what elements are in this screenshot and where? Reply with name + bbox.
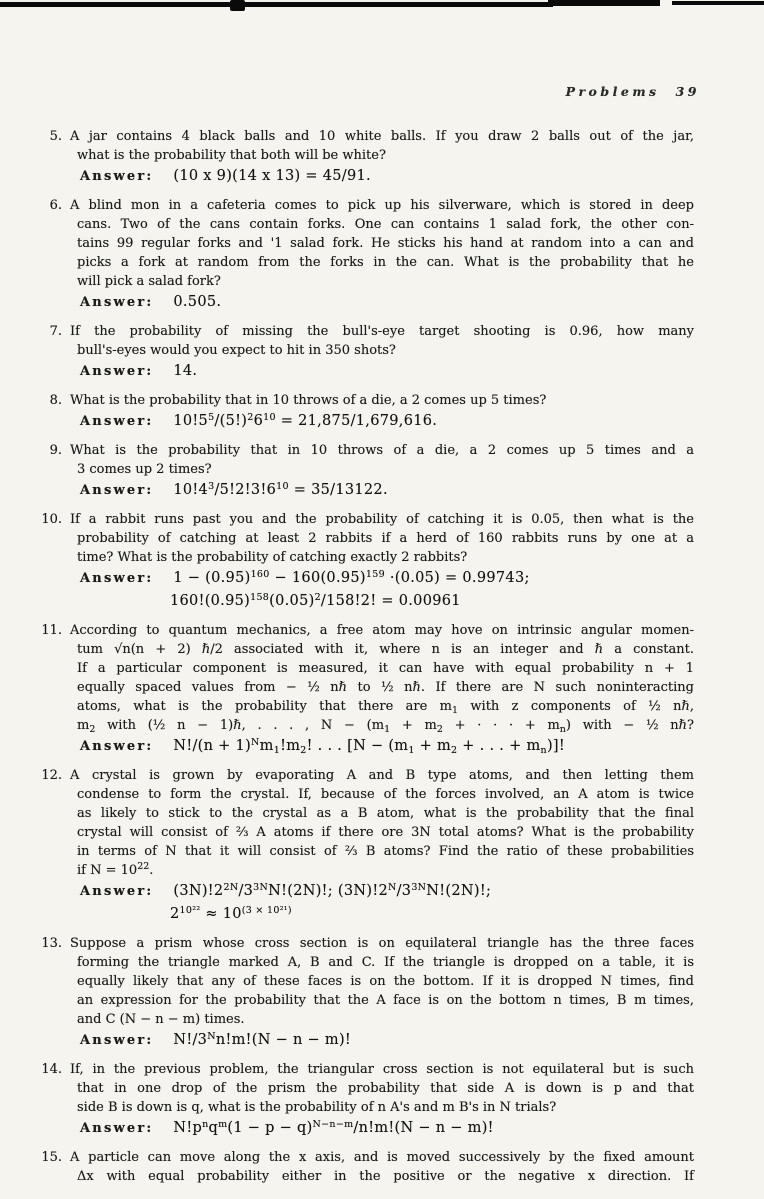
problem-text-line: If the probability of missing the bull's-eye target shooting is 0.96, how many [70,324,694,339]
answer-line [170,903,694,926]
answer-formula: $1 - (0.95)^{160} - 160(0.95)^{159} \cdot(0.05) = 0.99743$; [173,569,530,586]
answer-label: Answer: [80,739,154,754]
problem-text-line: time? What is the probability of catching exactly 2 rabbits? [77,550,468,565]
problem-lines [70,391,694,433]
answer-formula: $N!/(n + 1)^Nm_1!m_2$! . . . [$N - (m_1 + m_2$ + . . . + $m_n$)]! [173,737,565,756]
problem-text-line: tum √n(n + 2) ℏ/2 associated with it, where n is an integer and ℏ a constant. [77,642,694,657]
problem-text-line: equally spaced values from − ½ nℏ to ½ nℏ. If there are N such noninteracting [77,680,694,695]
problem-text-line: Δx with equal probability either in the positive or the negative x direction. If [77,1169,694,1184]
problem-number: 7. [49,324,62,339]
answer-label: Answer: [80,414,154,429]
answer-formula: $2^{10^{22}} \approx 10^{(3 \times 10^{21})}$ [170,905,292,922]
answer-line [70,735,694,758]
problem-text-line: equally likely that any of these faces is on the bottom. If it is dropped N times, find [77,974,694,989]
problem-lines [70,322,694,383]
problem-text-line: crystal will consist of ⅔ A atoms if there ore 3N total atoms? What is the probability [77,825,694,840]
answer-line [70,291,694,314]
problem-lines [70,441,694,502]
answer-label: Answer: [80,483,154,498]
problem-text-line: If a rabbit runs past you and the probability of catching it is 0.05, then what is the [70,512,694,527]
problem-number: 9. [49,443,62,458]
problem-number: 12. [41,768,62,783]
problem-text-line: an expression for the probability that the A face is on the bottom n times, B m times, [77,993,694,1008]
answer-formula: $N!p^nq^m(1 - p - q)^{N-n-m}/n!m!(N - n - m)$! [173,1119,494,1136]
problem-text-line: atoms, what is the probability that there are $m_1$ with z components of ½ nℏ, [77,699,694,716]
problem-text-line: cans. Two of the cans contain forks. One can contains 1 salad fork, the other con- [77,217,694,232]
answer-label: Answer: [80,169,154,184]
answer-line [70,360,694,383]
answer-label: Answer: [80,571,154,586]
answer-formula: 14. [173,363,198,379]
problem-text-line: What is the probability that in 10 throws of a die, a 2 comes up 5 times and a [70,443,694,458]
answer-label: Answer: [80,884,154,899]
problem-text-line: According to quantum mechanics, a free atom may hove on intrinsic angular momen- [70,623,694,638]
problem-text-line: condense to form the crystal. If, because of the forces involved, an A atom is twice [77,787,694,802]
problem-number: 13. [41,936,62,951]
answer-formula: $N!/3^Nn!m!(N - n - m)$! [173,1031,352,1048]
problem-lines [70,196,694,314]
problem-number: 15. [41,1150,62,1165]
problem-item [36,1148,694,1186]
scan-line-segment [0,2,553,7]
problem-number: 14. [41,1062,62,1077]
answer-formula: $160!(0.95)^{158}(0.05)^2/158!2$! = 0.00961 [170,592,461,609]
problem-item [36,322,694,383]
answer-line [70,165,694,188]
problem-text-line: A crystal is grown by evaporating A and B type atoms, and then letting them [70,768,694,783]
problems-list [36,127,694,1186]
scan-line-segment [672,1,764,5]
scan-artifact-top-line [0,0,764,2]
problem-text-line: will pick a salad fork? [77,274,221,289]
answer-formula: (10 x 9)(14 x 13) = 45/91. [173,168,371,184]
problem-text-line: A jar contains 4 black balls and 10 white balls. If you draw 2 balls out of the jar, [70,129,694,144]
problem-item [36,510,694,613]
page-header [566,84,700,99]
problem-lines [70,766,694,926]
problem-number: 10. [41,512,62,527]
problem-lines [70,934,694,1052]
answer-label: Answer: [80,364,154,379]
problem-text-line: bull's-eyes would you expect to hit in 350 shots? [77,343,396,358]
scan-line-segment [548,0,660,6]
problem-item [36,196,694,314]
problem-text-line: as likely to stick to the crystal as a B atom, what is the probability that the final [77,806,694,821]
answer-line [70,479,694,502]
problem-number: 8. [49,393,62,408]
problem-text-line: picks a fork at random from the forks in the can. What is the probability that he [77,255,694,270]
problem-item [36,621,694,758]
problem-lines [70,1060,694,1140]
answer-line [70,410,694,433]
problem-number: 11. [41,623,62,638]
problem-item [36,127,694,188]
problem-text-line: tains 99 regular forks and '1 salad fork. He sticks his hand at random into a can and [77,236,694,251]
answer-formula: 0.505. [173,294,222,310]
answer-line [70,1029,694,1052]
problem-lines [70,127,694,188]
answer-label: Answer: [80,1033,154,1048]
problem-item [36,934,694,1052]
answer-label: Answer: [80,1121,154,1136]
problem-text-line: 3 comes up 2 times? [77,462,212,477]
problem-item [36,391,694,433]
problem-text-line: if $N = 10^{22}$. [77,861,154,878]
problem-text-line: If a particular component is measured, it can have with equal probability n + 1 [77,661,694,676]
answer-line [70,880,694,903]
problem-item [36,766,694,926]
problem-text-line: forming the triangle marked A, B and C. If the triangle is dropped on a table, it is [77,955,694,970]
problem-text-line: If, in the previous problem, the triangular cross section is not equilateral but is such [70,1062,694,1077]
problem-item [36,1060,694,1140]
answer-formula: $10!4^3/5!2!3!6^{10} = 35/13122$. [173,481,388,498]
answer-line [70,1117,694,1140]
problem-number: 6. [49,198,62,213]
problem-text-line: probability of catching at least 2 rabbits if a herd of 160 rabbits runs by one at a [77,531,694,546]
problem-text-line: what is the probability that both will be white? [77,148,386,163]
answer-formula: $(3N)!2^{2N}/3^{3N}N!(2N)$!; $(3N)!2^N/3^{3N}N!(2N)$!; [173,882,492,899]
problem-text-line: What is the probability that in 10 throws of a die, a 2 comes up 5 times? [70,393,547,408]
answer-formula: $10!5^5/(5!)^26^{10} = 21,875/1,679,616$. [173,412,438,429]
problem-text-line: A particle can move along the x axis, and is moved successively by the fixed amount [70,1150,694,1165]
problem-text-line: in terms of N that it will consist of ⅔ B atoms? Find the ratio of these probabilities [77,844,694,859]
problem-lines [70,621,694,758]
page-number: 39 [675,84,700,99]
problem-text-line: and C (N − n − m) times. [77,1012,245,1027]
problem-number: 5. [49,129,62,144]
answer-line [70,567,694,590]
problem-lines [70,1148,694,1186]
problem-lines [70,510,694,613]
answer-line [170,590,694,613]
scan-ink-blob [230,0,245,11]
problem-text-line: that in one drop of the prism the probability that side A is down is p and that [77,1081,694,1096]
problem-text-line: Suppose a prism whose cross section is on equilateral triangle has the three faces [70,936,694,951]
running-head-title: Problems [565,84,660,99]
problem-text-line: side B is down is q, what is the probability of n A's and m B's in N trials? [77,1100,557,1115]
problem-item [36,441,694,502]
problem-text-line: A blind mon in a cafeteria comes to pick up his silverware, which is stored in deep [70,198,694,213]
answer-label: Answer: [80,295,154,310]
problem-text-line: $m_2$ with (½ n − 1)ℏ, . . . , $N - (m_1 + m_2$ + · · · + $m_n$) with − ½ nℏ? [77,718,695,735]
